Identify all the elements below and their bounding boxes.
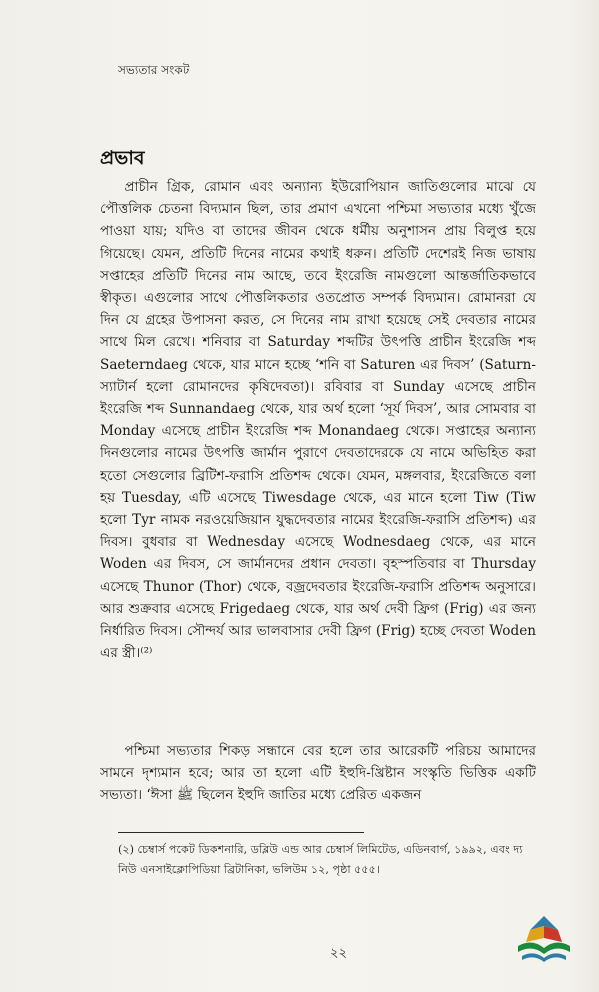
footnote-divider [118,832,364,833]
publisher-logo-icon [512,912,576,972]
body-paragraph-2: পশ্চিমা সভ্যতার শিকড় সন্ধানে বের হলে তার আরেকটি পরিচয় আমাদের সামনে দৃশ্যমান হবে; আর তা হলো এটি ইহুদি-খ্রিষ্টান সংস্কৃতি ভিত্তিক একটি সভ্যতা। ‘ঈসা ﷺ ছিলেন ইহুদি জাতির মধ্যে প্রেরিত একজন [100,743,536,804]
page-number: ২২ [330,946,347,961]
footnote: (২) চেম্বার্স পকেট ডিকশনারি, ডব্লিউ এন্ড আর চেম্বার্স লিমিটেড, এডিনবার্গ, ১৯৯২, এবং দ্য নিউ এনসাইক্লোপিডিয়া ব্রিটানিকা, ভলিউম ১২, পৃষ্ঠা ৫৫৫। [118,843,523,876]
section-heading: প্রভাব [100,147,145,169]
running-header: সভ্যতার সংকট [118,63,190,77]
body-paragraph-1: প্রাচীন গ্রিক, রোমান এবং অন্যান্য ইউরোপিয়ান জাতিগুলোর মাঝে যে পৌত্তলিক চেতনা বিদ্যমান ছিল, তার প্রমাণ এখনো পশ্চিমা সভ্যতার মধ্যে খুঁজে পাওয়া যায়; যদিও বা তাদের জীবন থেকে ধর্মীয় অনুশাসন প্রায় বিলুপ্ত হয়ে গিয়েছে। যেমন, প্রতিটি দিনের নামের কথাই ধরুন। প্রতিটি দেশেরই নিজ ভাষায় সপ্তাহের প্রতিটি দিনের নাম আছে, তবে ইংরেজি নামগুলো আন্তর্জাতিকভাবে স্বীকৃত। এগুলোর সাথে পৌত্তলিকতার ওতপ্রোত সম্পর্ক বিদ্যমান। রোমানরা যে দিন যে গ্রহের উপাসনা করত, সে দিনের নাম রাখা হয়েছে সেই দেবতার নামের সাথে মিল রেখে। শনিবার বা Saturday শব্দটির উৎপত্তি প্রাচীন ইংরেজি শব্দ Saeterndaeg থেকে, যার মানে হচ্ছে ‘শনি বা Saturen এর দিবস’ (Saturn-স্যাটার্ন হলো রোমানদের কৃষিদেবতা)। রবিবার বা Sunday এসেছে প্রাচীন ইংরেজি শব্দ Sunnandaeg থেকে, যার অর্থ হলো ‘সূর্য দিবস’, আর সোমবার বা Monday এসেছে প্রাচীন ইংরেজি শব্দ Monandaeg থেকে। সপ্তাহের অন্যান্য দিনগুলোর নামের উৎপত্তি জার্মান পুরাণে দেবতাদেরকে যে নামে অভিহিত করা হতো সেগুলোর ব্রিটিশ-ফরাসি প্রতিশব্দ থেকে। যেমন, মঙ্গলবার, ইংরেজিতে বলা হয় Tuesday, এটি এসেছে Tiwesdage থেকে, এর মানে হলো Tiw (Tiw হলো Tyr নামক নরওয়েজিয়ান যুদ্ধদেবতার নামের ইংরেজি-ফরাসি প্রতিশব্দ) এর দিবস। বুধবার বা Wednesday এসেছে Wodnesdaeg থেকে, এর মানে Woden এর দিবস, সে জার্মানদের প্রধান দেবতা। বৃহস্পতিবার বা Thursday এসেছে Thunor (Thor) থেকে, বজ্রদেবতার ইংরেজি-ফরাসি প্রতিশব্দ অনুসারে। আর শুক্রবার এসেছে Frigedaeg থেকে, যার অর্থ দেবী ফ্রিগ (Frig) এর জন্য নির্ধারিত দিবস। সৌন্দর্য আর ভালবাসার দেবী ফ্রিগ (Frig) হচ্ছে দেবতা Woden এর স্ত্রী।⁽²⁾ [100,179,536,662]
page-edge-shadow [569,0,599,992]
